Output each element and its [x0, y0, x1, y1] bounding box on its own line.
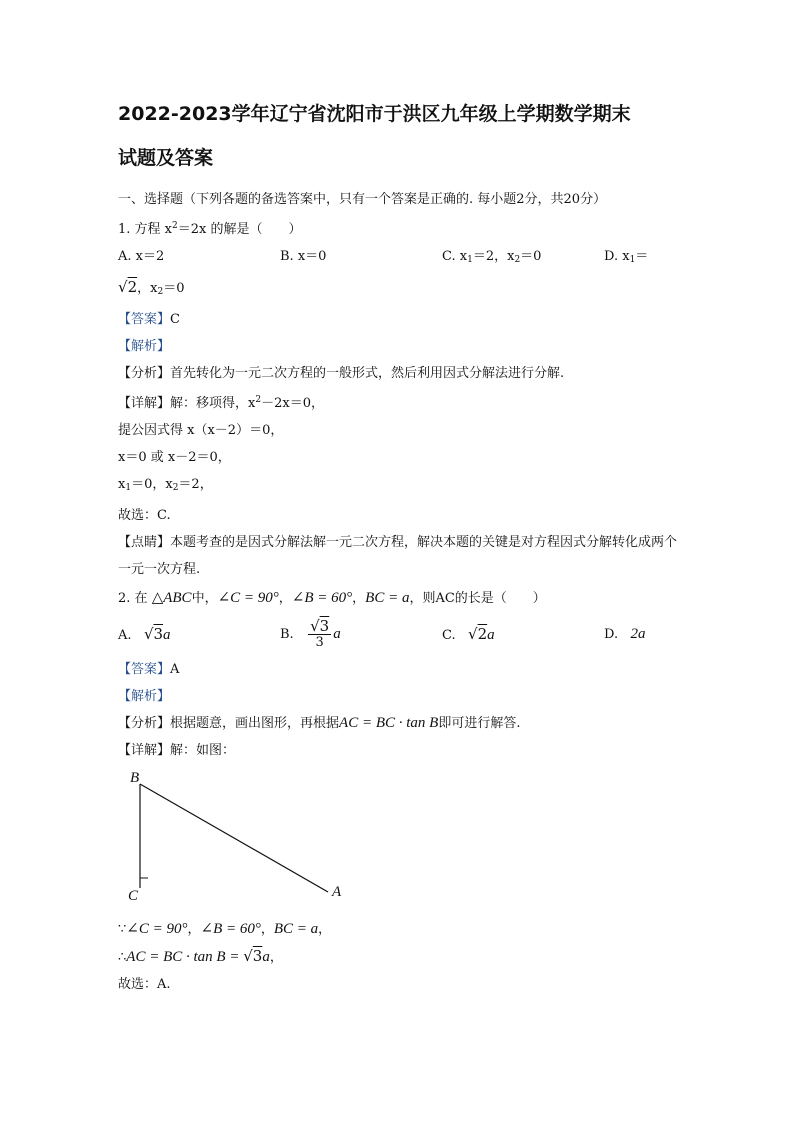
q1-step2: x＝0 或 x－2＝0，: [118, 450, 231, 465]
q2-option-a: A. √3a: [118, 624, 171, 643]
q2-option-d: D. 2a: [604, 625, 646, 642]
q2-stem: 2. 在 △ABC中，∠C = 90°，∠B = 60°，BC = a，则AC的长是（ ）: [118, 590, 546, 606]
q1-option-d: D. $x_1=$: [604, 249, 649, 265]
q1-step3: $x_1=0$，$x_2=2$，: [118, 477, 213, 493]
q1-option-c: C. $x_1=2$，$x_2=0$: [442, 249, 542, 265]
q1-option-d-cont: √2，$x_2=0$: [118, 278, 185, 297]
side-ab: [140, 784, 328, 892]
q1-option-b: B. x＝0: [280, 249, 327, 264]
q2-therefore: ∴AC = BC · tan B = √3a，: [118, 947, 283, 965]
q2-detail: 【详解】解：如图：: [118, 743, 236, 758]
vertex-b-label: B: [130, 770, 140, 786]
doc-title-line1: 2022-2023学年辽宁省沈阳市于洪区九年级上学期数学期末: [118, 103, 631, 125]
q2-analysis-tag: 【解析】: [118, 689, 171, 704]
q2-option-b: B. $\frac{√3}{3}$ a: [280, 616, 341, 650]
q2-because: ∵∠C = 90°，∠B = 60°，BC = a，: [118, 921, 332, 937]
q1-fenxi: 【分析】首先转化为一元二次方程的一般形式，然后利用因式分解法进行分解.: [118, 366, 565, 381]
q1-dianjing: 【点睛】本题考查的是因式分解法解一元二次方程，解决本题的关键是对方程因式分解转化成两个一元一次方程.: [118, 535, 678, 577]
q1-stem: 1. 方程 $x^2=2x$ 的解是（ ）: [118, 221, 302, 237]
q1-answer: 【答案】C: [118, 312, 180, 327]
doc-title-line2: 试题及答案: [118, 147, 214, 169]
vertex-c-label: C: [128, 888, 139, 904]
document-page: [118, 92, 688, 998]
q2-answer: 【答案】A: [118, 662, 180, 677]
q1-choose: 故选：C.: [118, 508, 171, 523]
q2-choose: 故选：A.: [118, 977, 171, 992]
q1-option-a: A. x＝2: [118, 249, 165, 264]
q1-step1: 提公因式得 x（x－2）＝0，: [118, 423, 284, 438]
triangle-diagram: [118, 770, 378, 910]
q1-analysis-tag: 【解析】: [118, 339, 171, 354]
q1-detail: 【详解】解：移项得，$x^2-2x=0$，: [118, 395, 324, 411]
q2-fenxi: 【分析】根据题意，画出图形，再根据AC = BC · tan B即可进行解答.: [118, 715, 521, 731]
q2-option-c: C. √2a: [442, 624, 495, 643]
vertex-a-label: A: [332, 884, 342, 900]
q1-options: [118, 243, 688, 274]
q2-options: [118, 612, 688, 656]
section-heading: 一、选择题（下列各题的备选答案中，只有一个答案是正确的. 每小题2分，共20分）: [118, 192, 607, 207]
